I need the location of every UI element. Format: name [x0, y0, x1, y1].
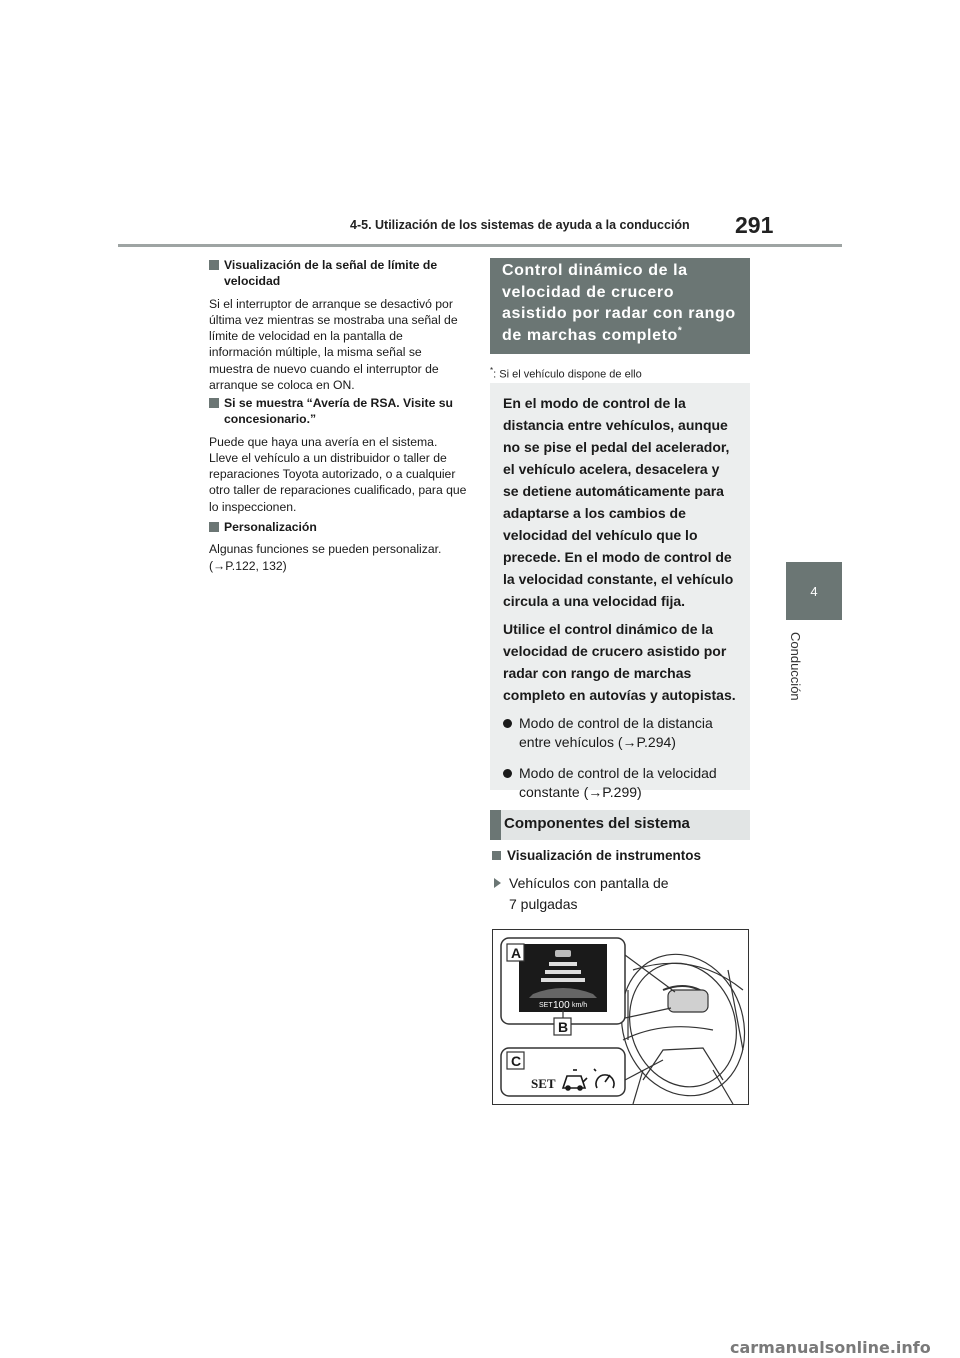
square-bullet-icon — [209, 522, 219, 532]
chapter-number: 4 — [810, 584, 818, 599]
left-topic-2 — [209, 395, 469, 515]
dashboard-illustration — [493, 930, 748, 1104]
topic-body: Puede que haya una avería en el sistema. Lleve el vehículo a un distribuidor o taller de reparaciones Toyota autorizado, o a cualquier otro taller de reparaciones cualificado, para que lo inspeccionen. — [209, 434, 467, 514]
square-bullet-icon — [492, 851, 501, 860]
chapter-tab[interactable] — [786, 562, 842, 620]
section-title: Control dinámico de la velocidad de crucero asistido por radar con rango de marchas completo — [502, 262, 736, 344]
square-bullet-icon — [209, 398, 219, 408]
svg-text:SET: SET — [539, 1002, 553, 1009]
svg-text:B: B — [558, 1019, 569, 1035]
set-indicator-icon: SET — [531, 1076, 556, 1091]
triangle-bullet-icon — [494, 878, 501, 888]
instrument-figure — [492, 929, 749, 1105]
chapter-label: Conducción — [788, 632, 803, 701]
svg-text:A: A — [511, 945, 522, 961]
bullet-item: Modo de control de la distancia entre vehículos (→P.294) — [503, 714, 737, 752]
section-header-title: 4-5. Utilización de los sistemas de ayuda a la conducción — [350, 218, 690, 232]
summary-paragraph: Utilice el control dinámico de la velocidad de crucero asistido por radar con rango de marchas completo en autovías y autopistas. — [503, 621, 736, 703]
bullet-item: Modo de control de la velocidad constante (→P.299) — [503, 764, 737, 802]
svg-text:C: C — [511, 1053, 522, 1069]
watermark: carmanualsonline.info — [730, 1338, 931, 1357]
left-topic-1 — [209, 257, 469, 393]
page-number: 291 — [735, 212, 774, 238]
section-title-box — [490, 258, 750, 354]
square-bullet-icon — [209, 260, 219, 270]
summary-box — [490, 383, 750, 800]
left-topic-3 — [209, 519, 469, 574]
bullet-dot-icon — [503, 769, 512, 778]
svg-text:km/h: km/h — [572, 1002, 588, 1009]
vehicle-variant-note: Vehículos con pantalla de 7 pulgadas — [494, 873, 669, 915]
topic-heading: Visualización de la señal de límite de velocidad — [209, 257, 469, 290]
bullet-dot-icon — [503, 719, 512, 728]
footnote: *: Si el vehículo dispone de ello — [490, 366, 642, 381]
instrument-display-heading: Visualización de instrumentos — [492, 848, 701, 863]
topic-body: Si el interruptor de arranque se desactivó por última vez mientras se mostraba una señal de límite de velocidad en la pantalla de información múltiple, la misma señal se muestra de nuevo cuando el interruptor de arranque se coloca en ON. — [209, 296, 458, 393]
components-title-box: Componentes del sistema — [490, 810, 750, 840]
summary-paragraph: En el modo de control de la distancia entre vehículos, aunque no se pise el pedal del acelerador, el vehículo acelera, desacelera y se detiene automáticamente para adaptarse a los cambios de velocidad del vehículo que lo precede. En el modo de control de la velocidad constante, el vehículo circula a una velocidad fija. — [503, 395, 734, 609]
topic-heading: Si se muestra “Avería de RSA. Visite su concesionario.” — [209, 395, 469, 428]
section-title-mark: * — [677, 325, 683, 337]
topic-body: Algunas funciones se pueden personalizar. (→P.122, 132) — [209, 542, 442, 573]
svg-text:100: 100 — [553, 1000, 570, 1011]
topic-heading: Personalización — [209, 519, 469, 535]
header-divider — [118, 244, 842, 247]
